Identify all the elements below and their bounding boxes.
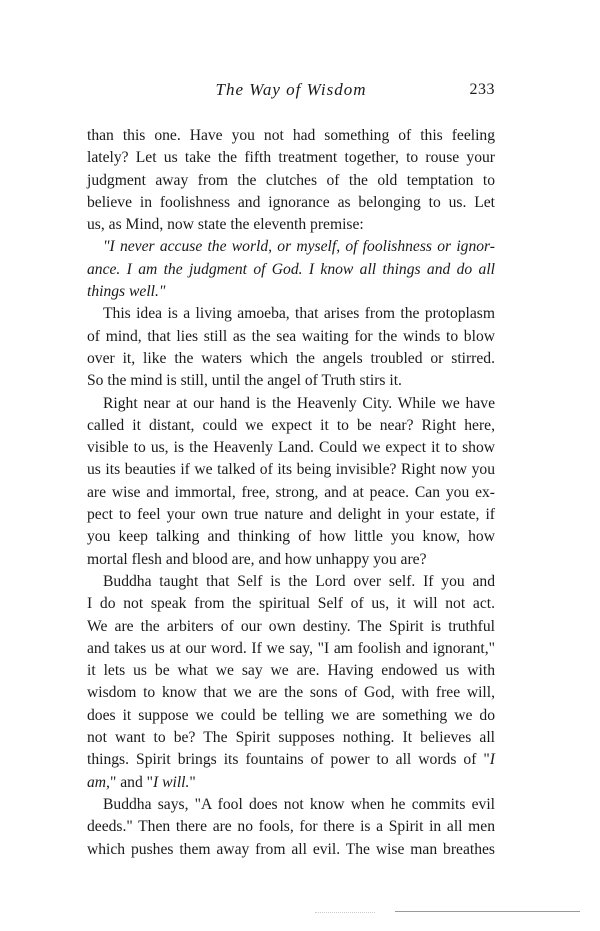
italic-text: am,: [87, 773, 110, 791]
text-line: [87, 727, 495, 749]
text-segment: which pushes them away from all evil. The wise man breathes: [87, 840, 495, 858]
text-segment: Right near at our hand is the Heavenly City. While we have: [103, 394, 495, 412]
italic-text: things well.": [87, 283, 166, 301]
italic-text: I will.: [153, 773, 190, 791]
text-line: [87, 749, 495, 771]
text-line: [87, 393, 495, 415]
italic-text: "I never accuse the world, or myself, of foolishness or ignor-: [103, 238, 495, 256]
text-segment: judgment away from the clutches of the old temptation to: [87, 171, 495, 189]
text-line: [87, 303, 495, 325]
text-segment: it lets us be what we say we are. Having endowed us with: [87, 662, 495, 680]
text-line: [87, 281, 495, 303]
text-line: [87, 192, 495, 214]
text-segment: This idea is a living amoeba, that arises from the protoplasm: [103, 305, 495, 323]
text-line: [87, 549, 495, 571]
italic-text: ance. I am the judgment of God. I know all things and do all: [87, 260, 495, 278]
text-segment: than this one. Have you not had something of this feeling: [87, 127, 495, 144]
text-line: [87, 326, 495, 348]
text-line: [87, 571, 495, 593]
text-line: [87, 214, 495, 236]
text-line: [87, 415, 495, 437]
text-segment: not want to be? The Spirit supposes nothing. It believes all: [87, 729, 495, 747]
text-segment: mortal flesh and blood are, and how unhappy you are?: [87, 550, 427, 568]
text-segment: Buddha says, "A fool does not know when he commits evil: [103, 795, 495, 813]
text-line: [87, 459, 495, 481]
text-line: [87, 147, 495, 169]
text-line: [87, 593, 495, 615]
text-segment: We are the arbiters of our own destiny. The Spirit is truthful: [87, 617, 495, 635]
text-line: [87, 682, 495, 704]
text-line: [87, 616, 495, 638]
body-text: [87, 125, 495, 861]
text-line: [87, 839, 495, 861]
text-segment: ": [189, 773, 196, 791]
text-segment: of mind, that lies still as the sea waiting for the winds to blow: [87, 327, 495, 345]
text-segment: are wise and immortal, free, strong, and at peace. Can you ex-: [87, 483, 495, 501]
text-segment: So the mind is still, until the angel of Truth stirs it.: [87, 372, 402, 390]
text-line: [87, 794, 495, 816]
text-line: [87, 660, 495, 682]
text-line: [87, 638, 495, 660]
text-line: [87, 526, 495, 548]
footer-rule: [395, 911, 580, 912]
text-line: [87, 772, 495, 794]
text-segment: I do not speak from the spiritual Self of us, it will not act.: [87, 595, 495, 613]
text-segment: you keep talking and thinking of how little you know, how: [87, 528, 495, 546]
text-line: [87, 504, 495, 526]
italic-text: I: [489, 751, 495, 769]
text-line: [87, 348, 495, 370]
text-segment: called it distant, could we expect it to be near? Right here,: [87, 416, 495, 434]
text-segment: pect to feel your own true nature and delight in your estate, if: [87, 506, 495, 524]
page-header: [87, 80, 495, 104]
text-segment: wisdom to know that we are the sons of God, with free will,: [87, 684, 495, 702]
text-line: [87, 125, 495, 147]
text-segment: visible to us, is the Heavenly Land. Could we expect it to show: [87, 439, 495, 457]
footer-dots: [315, 912, 375, 913]
text-segment: us its beauties if we talked of its being invisible? Right now you: [87, 461, 495, 479]
page-number: 233: [469, 81, 495, 98]
text-line: [87, 816, 495, 838]
text-line: [87, 705, 495, 727]
text-line: [87, 259, 495, 281]
text-segment: over it, like the waters which the angels troubled or stirred.: [87, 349, 495, 367]
text-segment: us, as Mind, now state the eleventh premise:: [87, 216, 364, 234]
text-segment: things. Spirit brings its fountains of power to all words of ": [87, 751, 490, 769]
text-line: [87, 482, 495, 504]
text-line: [87, 370, 495, 392]
text-line: [87, 236, 495, 258]
running-title: The Way of Wisdom: [215, 80, 367, 99]
text-segment: does it suppose we could be telling we are something we do: [87, 706, 495, 724]
text-line: [87, 437, 495, 459]
text-segment: Buddha taught that Self is the Lord over self. If you and: [103, 572, 495, 590]
text-segment: " and ": [109, 773, 154, 791]
text-segment: lately? Let us take the fifth treatment together, to rouse your: [87, 149, 495, 167]
text-line: [87, 170, 495, 192]
text-segment: and takes us at our word. If we say, "I am foolish and ignorant,": [87, 639, 495, 657]
text-segment: believe in foolishness and ignorance as belonging to us. Let: [87, 193, 495, 211]
text-segment: deeds." Then there are no fools, for there is a Spirit in all men: [87, 818, 495, 836]
